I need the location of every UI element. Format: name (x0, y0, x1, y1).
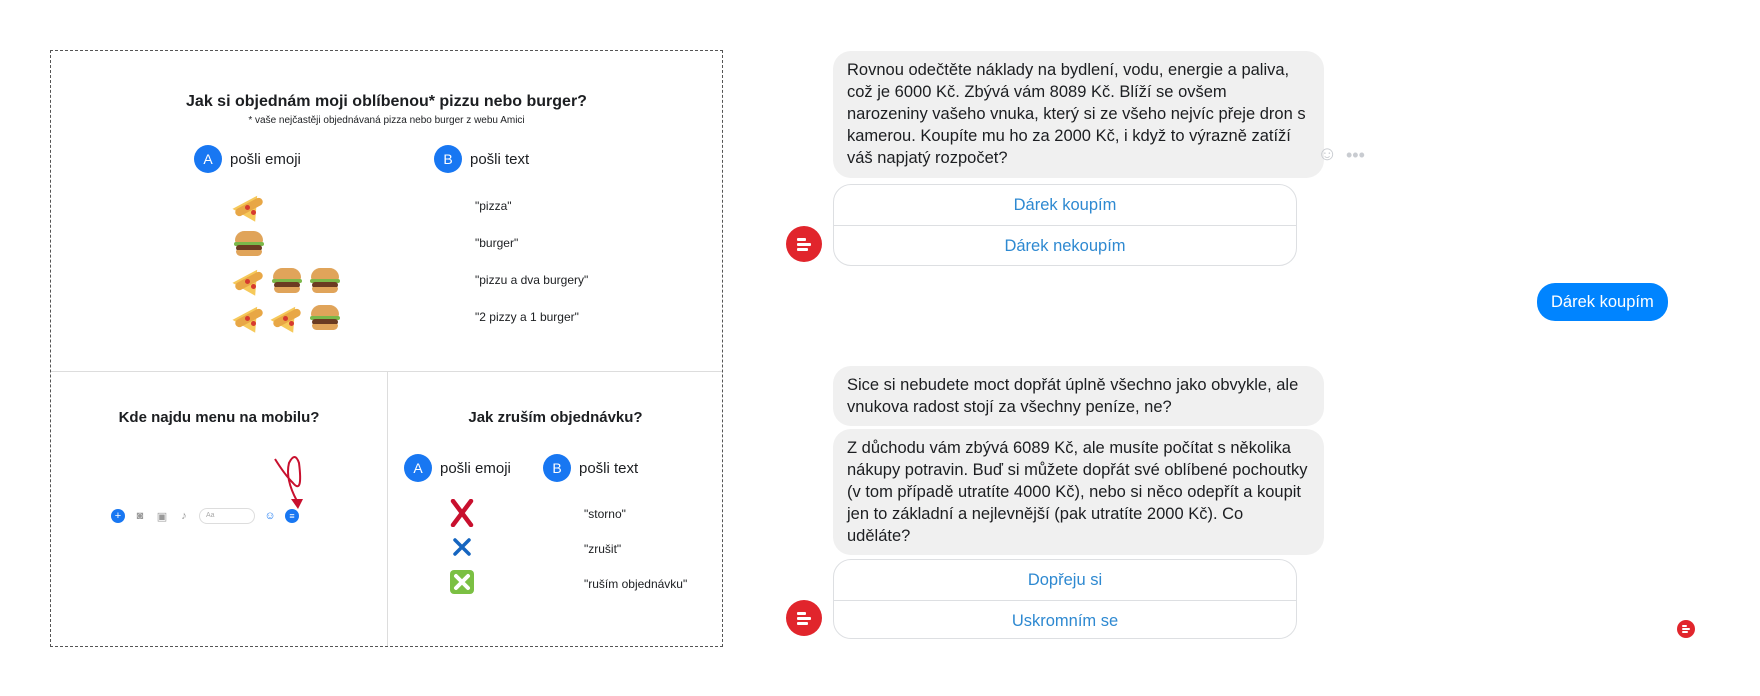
user-message: Dárek koupím (1537, 283, 1668, 321)
option-a-badge: A (194, 145, 222, 173)
instruction-card (50, 50, 723, 647)
text-example-4: "2 pizzy a 1 burger" (475, 310, 579, 324)
burger-icon (310, 302, 340, 332)
cancel-option-a-badge: A (404, 454, 432, 482)
text-example-1: "pizza" (475, 199, 512, 213)
cancel-example-1: "storno" (584, 507, 626, 521)
menu-title: Kde najdu menu na mobilu? (118, 409, 320, 426)
option-a-emoji (194, 145, 301, 173)
option-b-text (434, 145, 529, 173)
text-example-2: "burger" (475, 236, 519, 250)
bot-avatar-icon (786, 226, 822, 262)
cancel-example-3: "ruším objednávku" (584, 577, 688, 591)
microphone-icon: ♪ (181, 510, 187, 522)
emoji-row-2 (234, 228, 264, 258)
burger-icon (272, 265, 302, 295)
green-x-icon (449, 569, 475, 595)
text-example-3: "pizzu a dva burgery" (475, 273, 589, 287)
cancel-title: Jak zruším objednávku? (468, 409, 643, 426)
quick-reply-treat[interactable]: Dopřeju si (1027, 570, 1103, 589)
mini-input: Aa (199, 508, 255, 524)
more-icon[interactable]: ••• (1346, 145, 1365, 165)
emoji-row-1 (234, 191, 264, 221)
pizza-icon (272, 302, 302, 332)
smiley-icon: ☺ (264, 510, 276, 522)
pizza-icon (234, 265, 264, 295)
cancel-option-b-label: pošli text (579, 459, 639, 477)
blue-x-icon (453, 538, 471, 556)
cancel-option-b (543, 454, 638, 482)
bot-message-3: Z důchodu vám zbývá 6089 Kč, ale musíte počítat s několika nákupy potravin. Buď si můžete dopřát své oblíbené pochoutky (v tom případě utratíte 4000 Kč), nebo si něco odepřít a koupit jen to základní a nejlevnější (pak utratíte 2000 Kč). Co uděláte? (833, 429, 1324, 555)
cancel-option-b-badge: B (543, 454, 571, 482)
quick-reply-save[interactable]: Uskromním se (834, 600, 1296, 641)
option-b-badge: B (434, 145, 462, 173)
emoji-reaction-icon[interactable]: ☺ (1317, 143, 1338, 165)
cancel-example-2: "zrušit" (584, 542, 622, 556)
image-icon: ▣ (156, 510, 168, 523)
quick-replies-2 (833, 559, 1297, 639)
emoji-row-4 (234, 302, 340, 332)
quick-reply-buy-gift[interactable]: Dárek koupím (1013, 195, 1117, 214)
burger-icon (234, 228, 264, 258)
bot-message-2: Sice si nebudete moct dopřát úplně všechno jako obvykle, ale vnukova radost stojí za všechny peníze, ne? (833, 366, 1324, 426)
pizza-icon (234, 191, 264, 221)
order-title: Jak si objednám moji oblíbenou* pizzu nebo burger? (186, 93, 587, 110)
mini-composer (111, 505, 311, 527)
quick-replies-1 (833, 184, 1297, 266)
plus-icon: + (111, 509, 125, 523)
option-b-label: pošli text (470, 150, 530, 168)
order-note: * vaše nejčastěji objednávaná pizza nebo burger z webu Amici (248, 115, 525, 126)
seen-avatar-icon (1677, 620, 1695, 638)
cancel-option-a (404, 454, 511, 482)
red-x-icon (450, 499, 474, 527)
emoji-row-3 (234, 265, 340, 295)
pizza-icon (234, 302, 264, 332)
burger-icon (310, 265, 340, 295)
cancel-option-a-label: pošli emoji (440, 459, 511, 477)
bot-message-1: Rovnou odečtěte náklady na bydlení, vodu, energie a paliva, což je 6000 Kč. Zbývá vám 8089 Kč. Blíží se ovšem narozeniny vašeho vnuka, který si ze všeho nejvíc přeje dron s kamerou. Koupíte mu ho za 2000 Kč, i když to výrazně zatíží váš napjatý rozpočet? (833, 51, 1324, 178)
camera-icon: ◙ (136, 510, 144, 522)
bot-avatar-icon (786, 600, 822, 636)
quick-reply-no-gift[interactable]: Dárek nekoupím (834, 225, 1296, 266)
option-a-label: pošli emoji (230, 150, 301, 168)
menu-icon: ≡ (285, 509, 299, 523)
